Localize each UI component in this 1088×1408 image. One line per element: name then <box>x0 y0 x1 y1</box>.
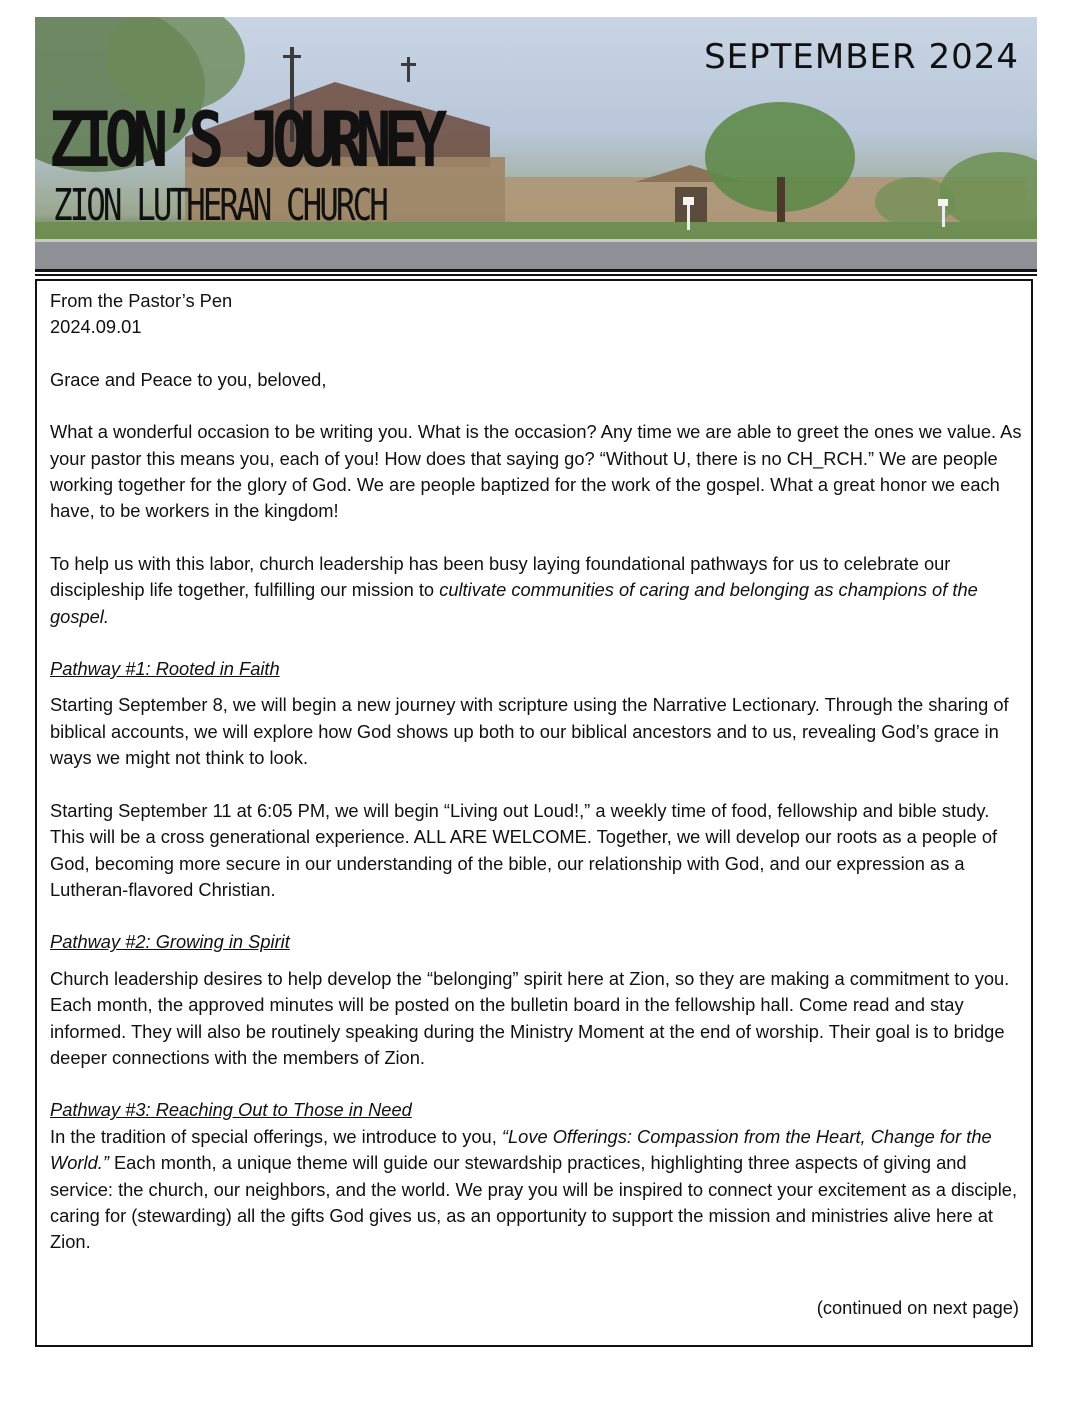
pathway3-rest: Each month, a unique theme will guide our stewardship practices, highlighting three aspects of giving and service: the church, our neighbors, and the world. We pray you will be inspired to connect your excitement as a disciple, caring for (stewarding) all the gifts God gives us, as an opportunity to support the mission and ministries alive here at Zion. <box>50 1152 1018 1253</box>
continued-note: (continued on next page) <box>816 1297 1019 1318</box>
pastor-letter-box <box>35 279 1033 1347</box>
pathway1-paragraph2: Starting September 11 at 6:05 PM, we will begin “Living out Loud!,” a weekly time of food, fellowship and bible study. This will be a cross generational experience. ALL ARE WELCOME. Together, we will develop our roots as a people of God, becoming more secure in our understanding of the bible, our relationship with God, and our expression as a Lutheran-flavored Christian. <box>50 799 998 900</box>
pathway1-paragraph1: Starting September 8, we will begin a new journey with scripture using the Narrative Lectionary. Through the sharing of biblical accounts, we will explore how God shows up both to our biblical ancestors and to us, revealing God’s grace in ways we might not think to look. <box>50 694 1009 769</box>
pathway3-heading: Pathway #3: Reaching Out to Those in Need <box>50 1099 412 1121</box>
header-divider-thin <box>35 274 1037 276</box>
paragraph-mission <box>50 551 1025 630</box>
header-banner <box>35 17 1037 269</box>
header-divider <box>35 269 1037 272</box>
paragraph-mission-text: To help us with this labor, church leadership has been busy laying foundational pathways for us to celebrate our discipleship life together, fulfilling our mission to <box>50 552 951 601</box>
church-name: ZION LUTHERAN CHURCH <box>53 180 386 231</box>
letter-greeting: Grace and Peace to you, beloved, <box>50 368 327 390</box>
pathway2-heading: Pathway #2: Growing in Spirit <box>50 931 290 953</box>
letter-date: 2024.09.01 <box>50 316 142 338</box>
pathway3-lead: In the tradition of special offerings, we introduce to you, <box>50 1125 502 1147</box>
pathway1-heading: Pathway #1: Rooted in Faith <box>50 658 280 680</box>
pathway3-paragraph <box>50 1124 1025 1256</box>
pathway2-paragraph: Church leadership desires to help develop the “belonging” spirit here at Zion, so they are making a commitment to you. Each month, the approved minutes will be posted on the bulletin board in the fellowship hall. Come read and stay informed. They will also be routinely speaking during the Ministry Moment at the end of worship. Their goal is to bridge deeper connections with the members of Zion. <box>50 967 1010 1068</box>
love-offerings-title: “Love Offerings: Compassion from the Heart, Change for the World.” <box>50 1125 992 1174</box>
newsletter-title: ZION’S JOURNEY <box>49 95 440 184</box>
paragraph-intro: What a wonderful occasion to be writing you. What is the occasion? Any time we are able to greet the ones we value. As your pastor this means you, each of you! How does that saying go? “Without U, there is no CH_RCH.” We are people working together for the glory of God. We are people baptized for the work of the gospel. What a great honor we each have, to be workers in the kingdom! <box>50 421 1022 522</box>
mission-statement: cultivate communities of caring and belonging as champions of the gospel. <box>50 579 978 627</box>
issue-month: SEPTEMBER 2024 <box>704 37 1019 77</box>
letter-content <box>50 288 1025 1256</box>
letter-heading: From the Pastor’s Pen <box>50 290 233 311</box>
